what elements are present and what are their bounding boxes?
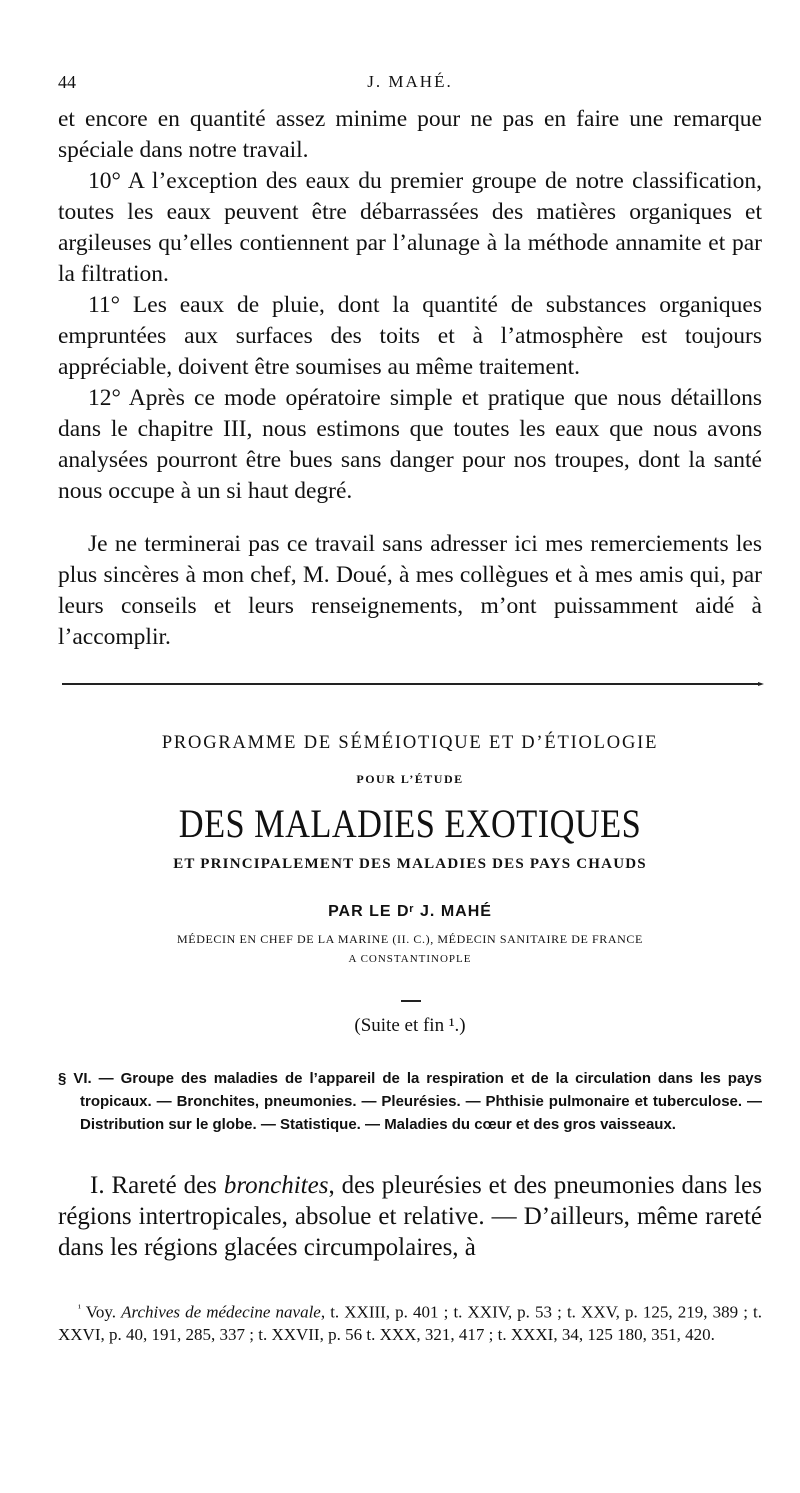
section-divider <box>62 683 760 685</box>
pour-etude: POUR L’ÉTUDE <box>356 772 464 786</box>
paragraph-12: 12° Après ce mode opératoire simple et pratique que nous détaillons dans le chapitre III, nous estimons que toutes les eaux que nous avons analysées pourront être bues sans danger pour nos troupes, dont la santé nous occupe à un si haut degré. <box>58 385 762 504</box>
footnote-lead: Voy. <box>81 1302 122 1322</box>
running-header <box>58 72 762 102</box>
author-role: MÉDECIN EN CHEF DE LA MARINE (II. C.), MÉDECIN SANITAIRE DE FRANCE <box>177 932 643 946</box>
author-city: A CONSTANTINOPLE <box>348 953 472 965</box>
footnote-refs: , t. XXIII, p. 401 ; t. XXIV, p. 53 ; t. XXV, p. 125, 219, 389 ; t. XXVI, p. 40, 191, 285, 337 ; t. XXVII, p. 56 t. XXX, 321, 417 ; t. XXXI, 34, 125 180, 351, 420. <box>58 1302 762 1344</box>
section-lead: I. Rareté des <box>90 1172 224 1199</box>
paragraph-continuation: et encore en quantité assez minime pour ne pas en faire une remarque spéciale dans notre travail. <box>58 106 762 163</box>
footnote-journal: Archives de médecine navale <box>121 1302 321 1322</box>
paragraph-acknowledgements: Je ne terminerai pas ce travail sans adresser ici mes remerciements les plus sincères à mon chef, M. Doué, à mes collègues et à mes amis qui, par leurs conseils et leurs renseignements, m’ont puissamment aidé à l’accomplir. <box>58 531 762 650</box>
running-title: J. MAHÉ. <box>367 72 453 91</box>
page-number: 44 <box>58 72 76 92</box>
summary-text: § VI. — Groupe des maladies de l’appareil de la respiration et de la circulation dans les pays tropicaux. — Bronchites, pneumonies. — Pleurésies. — Phthisie pulmonaire et tuberculose. — Distribution sur le globe. — Statistique. — Maladies du cœur et des gros vaisseaux. <box>58 1070 762 1133</box>
page <box>58 0 762 1493</box>
author-line: PAR LE Dʳ J. MAHÉ <box>328 903 492 920</box>
section-I <box>58 1170 762 1263</box>
continuation-note: (Suite et fin ¹.) <box>354 1015 466 1036</box>
footnote-text <box>58 1298 762 1346</box>
paragraph-11: 11° Les eaux de pluie, dont la quantité de substances organiques empruntées aux surfaces des toits et à l’atmosphère est toujours appréciable, doivent être soumises au même traitement. <box>58 292 762 380</box>
section-rest: , des pleurésies et des pneumonies dans les régions intertropicales, absolue et relative. — D’ailleurs, même rareté dans les régions glacées circumpolaires, à <box>58 1172 762 1261</box>
section-italic: bronchites <box>223 1172 329 1199</box>
section-I-text <box>58 1170 762 1263</box>
short-rule <box>401 1000 421 1002</box>
footnote-marker: ¹ <box>78 1303 81 1314</box>
program-title: PROGRAMME DE SÉMÉIOTIQUE ET D’ÉTIOLOGIE <box>161 733 659 753</box>
main-title: DES MALADIES EXOTIQUES <box>178 801 642 846</box>
section-summary <box>58 1067 762 1136</box>
paragraph-10: 10° A l’exception des eaux du premier groupe de notre classification, toutes les eaux peuvent être débarrassées des matières organiques et argileuses qu’elles contiennent par l’alunage à la méthode annamite et par la filtration. <box>58 168 762 287</box>
footnote <box>58 1298 762 1346</box>
body-text <box>58 104 762 653</box>
subtitle: ET PRINCIPALEMENT DES MALADIES DES PAYS CHAUDS <box>173 856 647 872</box>
